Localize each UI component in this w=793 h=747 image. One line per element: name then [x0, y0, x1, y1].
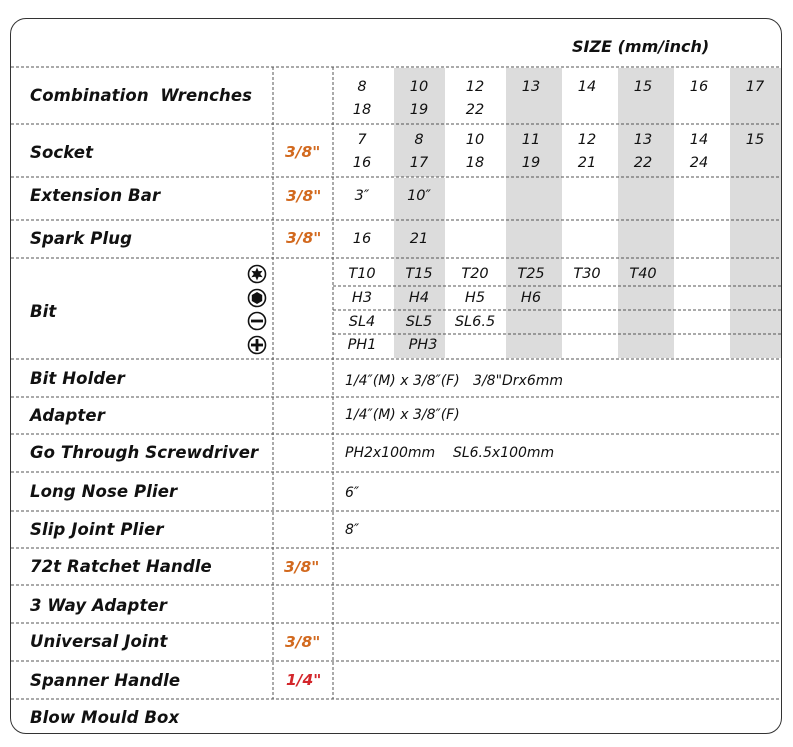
- socket-size-bottom: 19: [521, 155, 541, 171]
- wrench-size-top: 14: [577, 79, 597, 95]
- bit-phillips-size: PH1: [347, 337, 377, 353]
- socket-size-top: 8: [414, 132, 424, 148]
- bit-hex-size: H3: [351, 290, 373, 306]
- socket-size-top: 12: [577, 132, 597, 148]
- socket-size-top: 14: [689, 132, 709, 148]
- bit-torx-size: T20: [461, 266, 489, 282]
- socket-size-bottom: 22: [633, 155, 653, 171]
- socket-size-top: 13: [633, 132, 653, 148]
- bit-slotted-size: SL5: [405, 314, 433, 330]
- row-label-spanner-handle: Spanner Handle: [30, 671, 181, 690]
- row-label-spark-plug: Spark Plug: [30, 229, 132, 248]
- wrench-size-top: 17: [745, 79, 765, 95]
- drive-72t-ratchet-handle: 3/8": [284, 558, 320, 576]
- bit-holder-spec: 1/4″(M) x 3/8″(F) 3/8"Drx6mm: [345, 373, 564, 389]
- wrench-size-top: 15: [633, 79, 653, 95]
- row-label-blow-mould-box: Blow Mould Box: [30, 708, 180, 727]
- bit-phillips-size: PH3: [408, 337, 438, 353]
- drive-spanner-handle: 1/4": [286, 671, 322, 689]
- screwdriver-spec: PH2x100mm SL6.5x100mm: [345, 445, 555, 461]
- phillips-icon: [247, 335, 267, 355]
- wrench-size-top: 12: [465, 79, 485, 95]
- hex-icon: [247, 288, 267, 308]
- shaded-column: [618, 68, 674, 358]
- wrench-size-bottom: 18: [352, 102, 372, 118]
- shaded-column: [730, 68, 781, 358]
- long-nose-plier-spec: 6″: [345, 485, 360, 501]
- socket-size-top: 7: [357, 132, 367, 148]
- wrench-size-top: 10: [409, 79, 429, 95]
- bit-torx-size: T10: [348, 266, 376, 282]
- row-label-bit-holder: Bit Holder: [30, 369, 125, 388]
- slotted-icon: [247, 311, 267, 331]
- extension-size: 10″: [407, 188, 431, 204]
- socket-size-bottom: 24: [689, 155, 709, 171]
- adapter-spec: 1/4″(M) x 3/8″(F): [345, 407, 460, 423]
- bit-slotted-size: SL6.5: [454, 314, 496, 330]
- row-label-adapter: Adapter: [30, 406, 105, 425]
- bit-torx-size: T15: [405, 266, 433, 282]
- drive-universal-joint: 3/8": [285, 633, 321, 651]
- row-label-socket: Socket: [30, 143, 94, 162]
- socket-size-top: 15: [745, 132, 765, 148]
- size-header: SIZE (mm/inch): [572, 37, 710, 56]
- bit-slotted-size: SL4: [348, 314, 376, 330]
- socket-size-bottom: 21: [577, 155, 597, 171]
- socket-size-top: 10: [465, 132, 485, 148]
- row-label-go-through-screwdriver: Go Through Screwdriver: [30, 443, 259, 462]
- bit-hex-size: H5: [464, 290, 486, 306]
- socket-size-top: 11: [521, 132, 541, 148]
- shaded-column: [506, 68, 562, 358]
- wrench-size-top: 16: [689, 79, 709, 95]
- row-label-3-way-adapter: 3 Way Adapter: [30, 596, 167, 615]
- extension-size: 3″: [354, 188, 370, 204]
- wrench-size-top: 13: [521, 79, 541, 95]
- row-label-extension-bar: Extension Bar: [30, 186, 161, 205]
- torx-icon: [247, 264, 267, 284]
- bit-hex-size: H6: [520, 290, 542, 306]
- spark-plug-size: 21: [409, 231, 429, 247]
- wrench-size-top: 8: [357, 79, 367, 95]
- spark-plug-size: 16: [352, 231, 372, 247]
- socket-size-bottom: 17: [409, 155, 429, 171]
- row-label-bit: Bit: [30, 302, 57, 321]
- row-label-slip-joint-plier: Slip Joint Plier: [30, 520, 164, 539]
- row-label-universal-joint: Universal Joint: [30, 632, 168, 651]
- drive-socket: 3/8": [285, 143, 321, 161]
- socket-size-bottom: 16: [352, 155, 372, 171]
- wrench-size-bottom: 22: [465, 102, 485, 118]
- bit-torx-size: T40: [629, 266, 657, 282]
- drive-extension-bar: 3/8": [286, 187, 322, 205]
- socket-size-bottom: 18: [465, 155, 485, 171]
- bit-torx-size: T25: [517, 266, 545, 282]
- bit-torx-size: T30: [573, 266, 601, 282]
- row-label-72t-ratchet-handle: 72t Ratchet Handle: [30, 557, 212, 576]
- row-label-combination-wrenches: Combination Wrenches: [30, 86, 253, 105]
- bit-hex-size: H4: [408, 290, 430, 306]
- drive-spark-plug: 3/8": [286, 229, 322, 247]
- slip-joint-plier-spec: 8″: [345, 522, 360, 538]
- wrench-size-bottom: 19: [409, 102, 429, 118]
- row-label-long-nose-plier: Long Nose Plier: [30, 482, 178, 501]
